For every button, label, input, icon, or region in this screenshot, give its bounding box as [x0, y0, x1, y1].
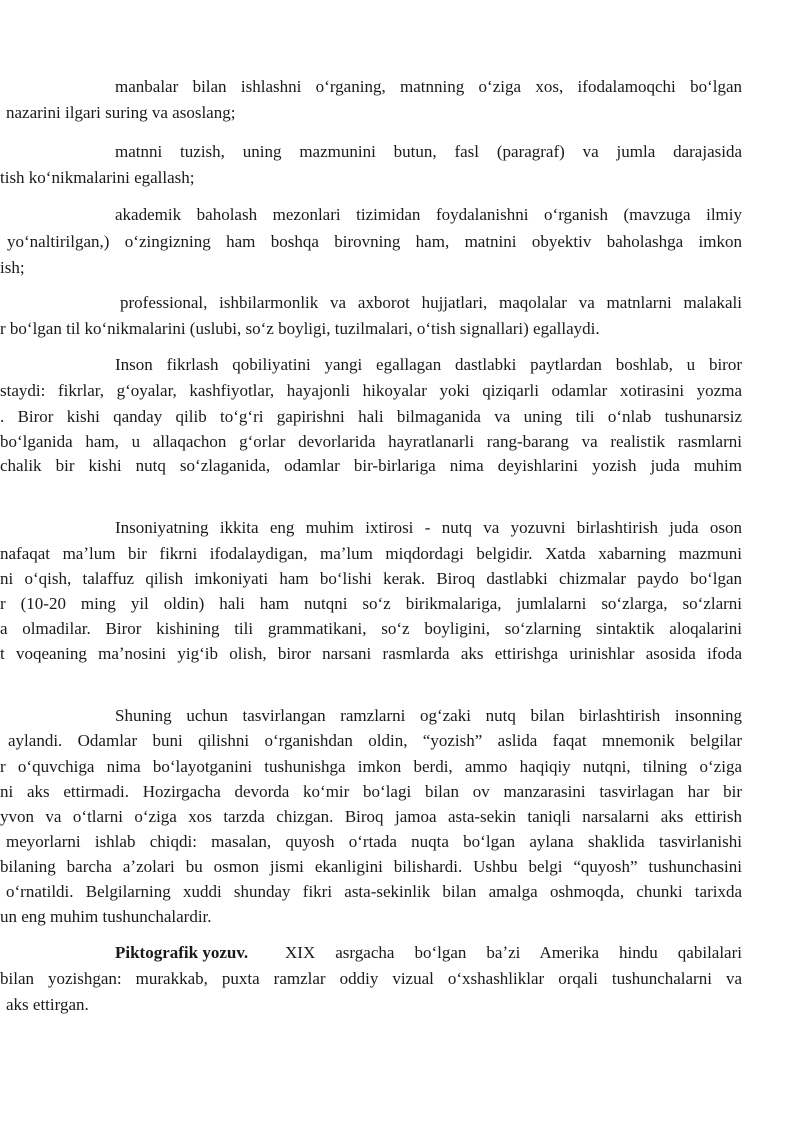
text-line: aks ettirgan.	[6, 995, 89, 1014]
text-line: bilan yozishgan: murakkab, puxta ramzlar oddiy vizual oʻxshashliklar orqali tushunchalarni va	[0, 969, 742, 988]
text-line: yoʻnaltirilgan,) oʻzingizning ham boshqa birovning ham, matnini obyektiv baholashga imkon	[7, 232, 742, 251]
text-line: meyorlarni ishlab chiqdi: masalan, quyosh oʻrtada nuqta boʻlgan aylana shaklida tasvirlanishi	[6, 832, 742, 851]
text-line: r boʻlgan til koʻnikmalarini (uslubi, soʻz boyligi, tuzilmalari, oʻtish signallari) egallaydi.	[0, 319, 600, 338]
text-line: chalik bir kishi nutq soʻzlaganida, odamlar bir-birlariga nima deyishlarini yozish juda muhim	[0, 456, 742, 475]
text-line: un eng muhim tushunchalardir.	[0, 907, 212, 926]
text-line: boʻlganida ham, u allaqachon gʻorlar devorlarida hayratlanarli rang-barang va realistik rasmlarni	[0, 432, 742, 451]
text-line: ni oʻqish, talaffuz qilish imkoniyati ham boʻlishi kerak. Biroq dastlabki chizmalar paydo boʻlgan	[0, 569, 742, 588]
text-line: Inson fikrlash qobiliyatini yangi egallagan dastlabki paytlardan boshlab, u biror	[115, 355, 742, 374]
text-line: nafaqat maʼlum bir fikrni ifodalaydigan, maʼlum miqdordagi belgidir. Xatda xabarning mazmuni	[0, 544, 742, 563]
text-line: r oʻquvchiga nima boʻlayotganini tushunishga imkon berdi, ammo haqiqiy nutqni, tilning oʻziga	[0, 757, 742, 776]
text-line: manbalar bilan ishlashni oʻrganing, matnning oʻziga xos, ifodalamoqchi boʻlgan	[115, 77, 742, 96]
text-line: a olmadilar. Biror kishining tili grammatikani, soʻz boyligini, soʻzlarning sintaktik aloqalarini	[0, 619, 742, 638]
text-line: aylandi. Odamlar buni qilishni oʻrganishdan oldin, “yozish” aslida faqat mnemonik belgilar	[8, 731, 742, 750]
text-line: Shuning uchun tasvirlangan ramzlarni ogʻzaki nutq bilan birlashtirish insonning	[115, 706, 742, 725]
text-line: staydi: fikrlar, gʻoyalar, kashfiyotlar, hayajonli hikoyalar yoki qiziqarli odamlar xotirasini yozma	[0, 381, 742, 400]
text-line: yvon va oʻtlarni oʻziga xos tarzda chizgan. Biroq jamoa asta-sekin taniqli narsalarni aks ettirish	[0, 807, 742, 826]
heading-line	[115, 940, 742, 966]
text-line: professional, ishbilarmonlik va axborot hujjatlari, maqolalar va matnlarni malakali	[120, 293, 742, 312]
text-line: ish;	[0, 258, 25, 277]
text-line: Insoniyatning ikkita eng muhim ixtirosi - nutq va yozuvni birlashtirish juda oson	[115, 518, 742, 537]
text-line: bilaning barcha aʼzolari bu osmon jismi ekanligini bilishardi. Ushbu belgi “quyosh” tushunchasini	[0, 857, 742, 876]
text-line: matnni tuzish, uning mazmunini butun, fasl (paragraf) va jumla darajasida	[115, 142, 742, 161]
text-line: t voqeaning maʼnosini yigʻib olish, biror narsani rasmlarda aks ettirishga urinishlar asosida ifoda	[0, 644, 742, 663]
text-line: tish koʻnikmalarini egallash;	[0, 168, 195, 187]
text-line: XIX asrgacha boʻlgan baʼzi Amerika hindu qabilalari	[285, 943, 742, 962]
text-line: ni aks ettirmadi. Hozirgacha devorda koʻmir boʻlagi bilan ov manzarasini tasvirlagan har bir	[0, 782, 742, 801]
text-line: . Biror kishi qanday qilib toʻgʻri gapirishni hali bilmaganida va uning tili oʻnlab tushunarsiz	[0, 407, 742, 426]
text-line: oʻrnatildi. Belgilarning xuddi shunday fikri asta-sekinlik bilan amalga oshmoqda, chunki tarixda	[6, 882, 742, 901]
text-line: akademik baholash mezonlari tizimidan foydalanishni oʻrganish (mavzuga ilmiy	[115, 205, 742, 224]
text-line: r (10-20 ming yil oldin) hali ham nutqni soʻz birikmalariga, jumlalarni soʻzlarga, soʻzlarni	[0, 594, 742, 613]
section-heading: Piktografik yozuv.	[115, 943, 249, 962]
text-line: nazarini ilgari suring va asoslang;	[6, 103, 236, 122]
